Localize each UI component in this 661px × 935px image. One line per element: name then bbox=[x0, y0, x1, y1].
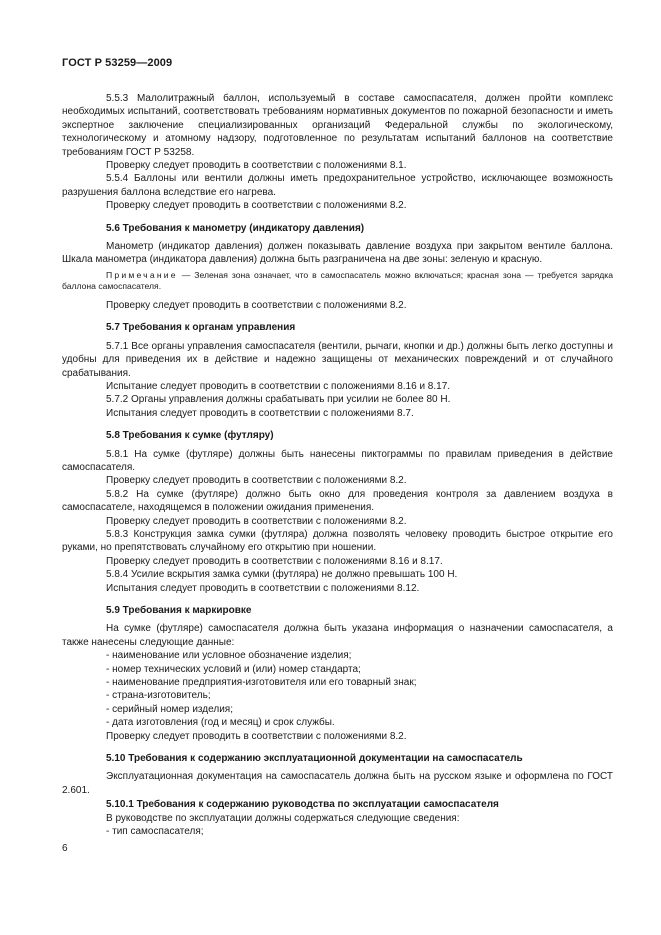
heading-5-10-1: 5.10.1 Требования к содержанию руководства по эксплуатации самоспасателя bbox=[106, 799, 499, 811]
paragraph-5-5-4: 5.5.4 Баллоны или вентили должны иметь предохранительное устройство, исключающее возможность разрушения баллона вследствие его нагрева. bbox=[62, 173, 613, 198]
paragraph-5-8-3: 5.8.3 Конструкция замка сумки (футляра) должна позволять человеку проводить быстрое открытие его руками, но препятствовать случайному его открытию при ношении. bbox=[62, 528, 613, 554]
note bbox=[62, 270, 613, 293]
paragraph-5-5-3: 5.5.3 Малолитражный баллон, используемый в составе самоспасателя, должен пройти комплекс необходимых испытаний, соответствовать требованиям нормативных документов по пожарной безопасности и иметь экспертное заключение специализированных организаций Федеральной службы по экологическому, технологическому и атомному надзору, подготовленное по результатам испытаний баллонов на соответствие требованиям ГОСТ Р 53258. bbox=[62, 93, 613, 158]
list-item: - тип самоспасателя; bbox=[106, 826, 204, 838]
document-id: ГОСТ Р 53259—2009 bbox=[62, 57, 173, 69]
heading-5-6: 5.6 Требования к манометру (индикатору давления) bbox=[106, 222, 365, 234]
paragraph-5-7-2: 5.7.2 Органы управления должны срабатывать при усилии не более 80 Н. bbox=[106, 394, 451, 406]
list-item: - наименование или условное обозначение изделия; bbox=[106, 650, 352, 662]
check-note: Проверку следует проводить в соответствии с положениями 8.16 и 8.17. bbox=[106, 555, 443, 567]
check-note: Проверку следует проводить в соответствии с положениями 8.2. bbox=[106, 515, 407, 527]
list-item: - страна-изготовитель; bbox=[106, 690, 211, 702]
check-note: Проверку следует проводить в соответствии с положениями 8.2. bbox=[106, 730, 407, 742]
heading-5-7: 5.7 Требования к органам управления bbox=[106, 322, 296, 334]
check-note: Испытания следует проводить в соответствии с положениями 8.7. bbox=[106, 407, 414, 419]
heading-5-8: 5.8 Требования к сумке (футляру) bbox=[106, 430, 274, 442]
check-note: Проверку следует проводить в соответствии с положениями 8.2. bbox=[106, 299, 407, 311]
list-item: - дата изготовления (год и месяц) и срок службы. bbox=[106, 717, 335, 729]
heading-5-9: 5.9 Требования к маркировке bbox=[106, 605, 252, 616]
check-note: Проверку следует проводить в соответствии с положениями 8.1. bbox=[106, 160, 407, 172]
check-note: Проверку следует проводить в соответствии с положениями 8.2. bbox=[106, 475, 407, 487]
note-text: — Зеленая зона означает, что в самоспасатель можно включаться; красная зона — требуется зарядка баллона самоспасателя. bbox=[62, 269, 613, 292]
note-label: Примечание bbox=[106, 269, 178, 280]
paragraph-5-7-1: 5.7.1 Все органы управления самоспасателя (вентили, рычаги, кнопки и др.) должны быть легко доступны и удобны для приведения их в действие и надежно защищены от механических повреждений и от случайного срабатывания. bbox=[62, 340, 613, 379]
paragraph-5-6: Манометр (индикатор давления) должен показывать давление воздуха при закрытом вентиле баллона. Шкала манометра (индикатора давления) должна быть разграничена на две зоны: зеленую и красную. bbox=[62, 241, 613, 266]
list-item: - серийный номер изделия; bbox=[106, 703, 233, 715]
page-number: 6 bbox=[62, 843, 68, 854]
paragraph-5-8-1: 5.8.1 На сумке (футляре) должны быть нанесены пиктограммы по правилам приведения в действие самоспасателя. bbox=[62, 448, 613, 473]
check-note: Испытание следует проводить в соответствии с положениями 8.16 и 8.17. bbox=[106, 380, 451, 392]
paragraph-5-9: На сумке (футляре) самоспасателя должна быть указана информация о назначении самоспасателя, а также нанесены следующие данные: bbox=[62, 623, 613, 648]
list-item: - номер технических условий и (или) номер стандарта; bbox=[106, 663, 361, 675]
paragraph-5-8-4: 5.8.4 Усилие вскрытия замка сумки (футляра) не должно превышать 100 Н. bbox=[106, 569, 458, 581]
list-item: - наименование предприятия-изготовителя или его товарный знак; bbox=[106, 677, 417, 689]
document-body bbox=[62, 92, 613, 839]
paragraph-5-8-2: 5.8.2 На сумке (футляре) должно быть окно для проведения контроля за давлением воздуха в самоспасателе, находящемся в положении ожидания применения. bbox=[62, 488, 613, 514]
check-note: Проверку следует проводить в соответствии с положениями 8.2. bbox=[106, 200, 407, 212]
paragraph-5-10-1: В руководстве по эксплуатации должны содержаться следующие сведения: bbox=[106, 812, 460, 824]
heading-5-10: 5.10 Требования к содержанию эксплуатационной документации на самоспасатель bbox=[106, 753, 523, 765]
check-note: Испытания следует проводить в соответствии с положениями 8.12. bbox=[106, 582, 420, 594]
paragraph-5-10: Эксплуатационная документация на самоспасатель должна быть на русском языке и оформлена по ГОСТ 2.601. bbox=[62, 771, 613, 796]
